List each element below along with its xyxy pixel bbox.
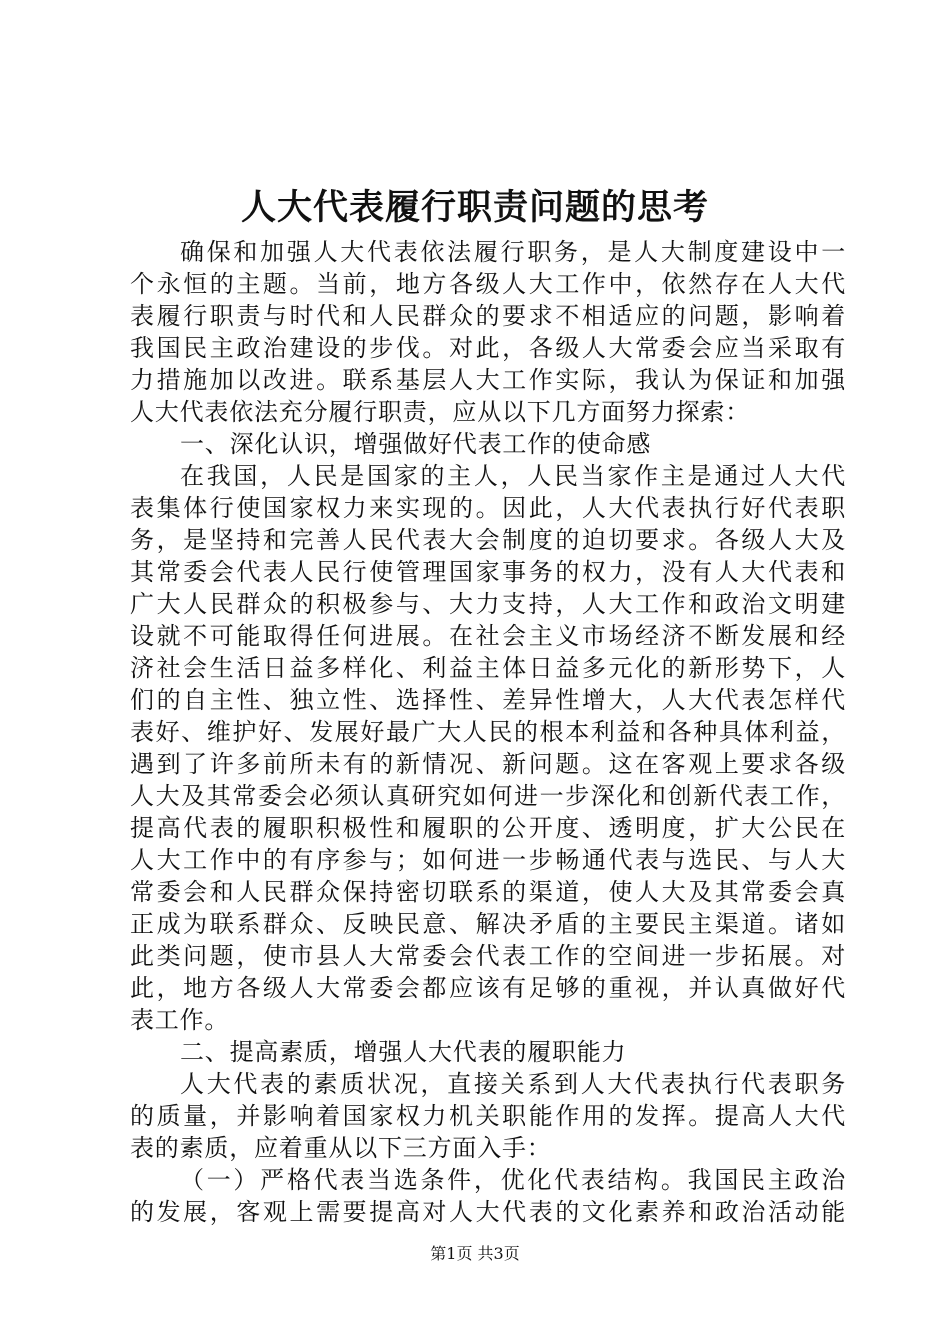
text-line: 确保和加强人大代表依法履行职务，是人大制度建设中一	[180, 238, 846, 266]
text-line: （一）严格代表当选条件，优化代表结构。我国民主政治	[180, 1166, 846, 1194]
text-line: 我国民主政治建设的步伐。对此，各级人大常委会应当采取有	[130, 334, 846, 362]
text-line: 表工作。	[130, 1006, 230, 1034]
text-line: 人大工作中的有序参与；如何进一步畅通代表与选民、与人大	[130, 846, 846, 874]
text-line: 的发展，客观上需要提高对人大代表的文化素养和政治活动能	[130, 1198, 846, 1226]
text-line: 设就不可能取得任何进展。在社会主义市场经济不断发展和经	[130, 622, 846, 650]
text-line: 正成为联系群众、反映民意、解决矛盾的主要民主渠道。诸如	[130, 910, 846, 938]
text-line: 遇到了许多前所未有的新情况、新问题。这在客观上要求各级	[130, 750, 846, 778]
document-title: 人大代表履行职责问题的思考	[240, 187, 709, 228]
text-line: 济社会生活日益多样化、利益主体日益多元化的新形势下，人	[130, 654, 846, 682]
text-line: 提高代表的履职积极性和履职的公开度、透明度，扩大公民在	[130, 814, 846, 842]
text-line: 表好、维护好、发展好最广大人民的根本利益和各种具体利益，	[130, 718, 846, 746]
text-line: 一、深化认识，增强做好代表工作的使命感	[180, 430, 652, 458]
text-line: 此，地方各级人大常委会都应该有足够的重视，并认真做好代	[130, 974, 846, 1002]
text-line: 个永恒的主题。当前，地方各级人大工作中，依然存在人大代	[130, 270, 846, 298]
text-line: 表集体行使国家权力来实现的。因此，人大代表执行好代表职	[130, 494, 846, 522]
document-body	[130, 236, 846, 1228]
text-line: 表履行职责与时代和人民群众的要求不相适应的问题，影响着	[130, 302, 846, 330]
text-line: 们的自主性、独立性、选择性、差异性增大，人大代表怎样代	[130, 686, 846, 714]
text-line: 常委会和人民群众保持密切联系的渠道，使人大及其常委会真	[130, 878, 846, 906]
text-line: 二、提高素质，增强人大代表的履职能力	[180, 1038, 627, 1066]
text-line: 的质量，并影响着国家权力机关职能作用的发挥。提高人大代	[130, 1102, 846, 1130]
text-line: 表的素质，应着重从以下三方面入手：	[130, 1134, 552, 1162]
text-line: 其常委会代表人民行使管理国家事务的权力，没有人大代表和	[130, 558, 846, 586]
text-line: 力措施加以改进。联系基层人大工作实际，我认为保证和加强	[130, 366, 846, 394]
page-footer: 第1页 共3页	[430, 1244, 520, 1263]
text-line: 人大代表依法充分履行职责，应从以下几方面努力探索：	[130, 398, 750, 426]
text-line: 此类问题，使市县人大常委会代表工作的空间进一步拓展。对	[130, 942, 846, 970]
text-line: 在我国，人民是国家的主人，人民当家作主是通过人大代	[180, 462, 846, 490]
text-line: 人大及其常委会必须认真研究如何进一步深化和创新代表工作，	[130, 782, 846, 810]
text-line: 广大人民群众的积极参与、大力支持，人大工作和政治文明建	[130, 590, 846, 618]
text-line: 务，是坚持和完善人民代表大会制度的迫切要求。各级人大及	[130, 526, 846, 554]
text-line: 人大代表的素质状况，直接关系到人大代表执行代表职务	[180, 1070, 846, 1098]
